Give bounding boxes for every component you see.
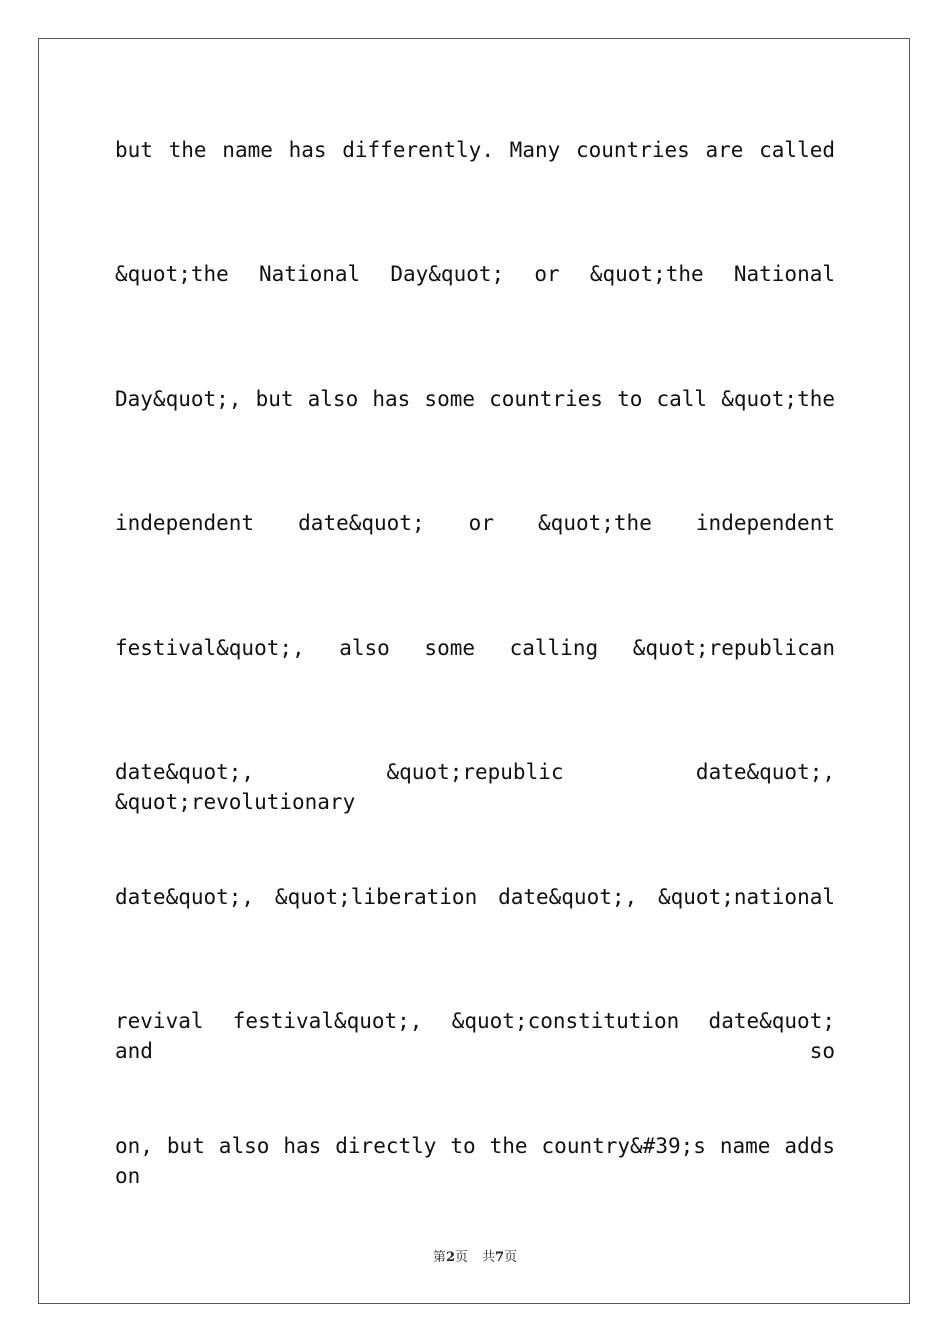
total-suffix: 页 bbox=[504, 1250, 518, 1265]
page-prefix: 第 bbox=[432, 1250, 446, 1265]
page-border bbox=[38, 38, 910, 1304]
text-line-6: date&quot;, &quot;republic date&quot;, &quot;revolutionary bbox=[115, 760, 835, 814]
text-line-2: &quot;the National Day&quot; or &quot;the National bbox=[115, 262, 835, 286]
total-pages: 7 bbox=[495, 1250, 505, 1265]
text-line-4: independent date&quot; or &quot;the independent bbox=[115, 511, 835, 535]
text-line-3: Day&quot;, but also has some countries to call &quot;the bbox=[115, 387, 835, 411]
page-footer bbox=[0, 1248, 950, 1268]
text-line-8: revival festival&quot;, &quot;constitution date&quot; and so bbox=[115, 1009, 835, 1063]
text-line-7: date&quot;, &quot;liberation date&quot;, &quot;national bbox=[115, 885, 835, 909]
text-line-5: festival&quot;, also some calling &quot;republican bbox=[115, 636, 835, 660]
page-number: 2 bbox=[445, 1250, 455, 1265]
text-line-1: but the name has differently. Many countries are called bbox=[115, 138, 835, 162]
text-line-9: on, but also has directly to the country&#39;s name adds on bbox=[115, 1134, 835, 1188]
total-prefix: 共 bbox=[482, 1250, 496, 1265]
page-suffix: 页 bbox=[454, 1250, 468, 1265]
